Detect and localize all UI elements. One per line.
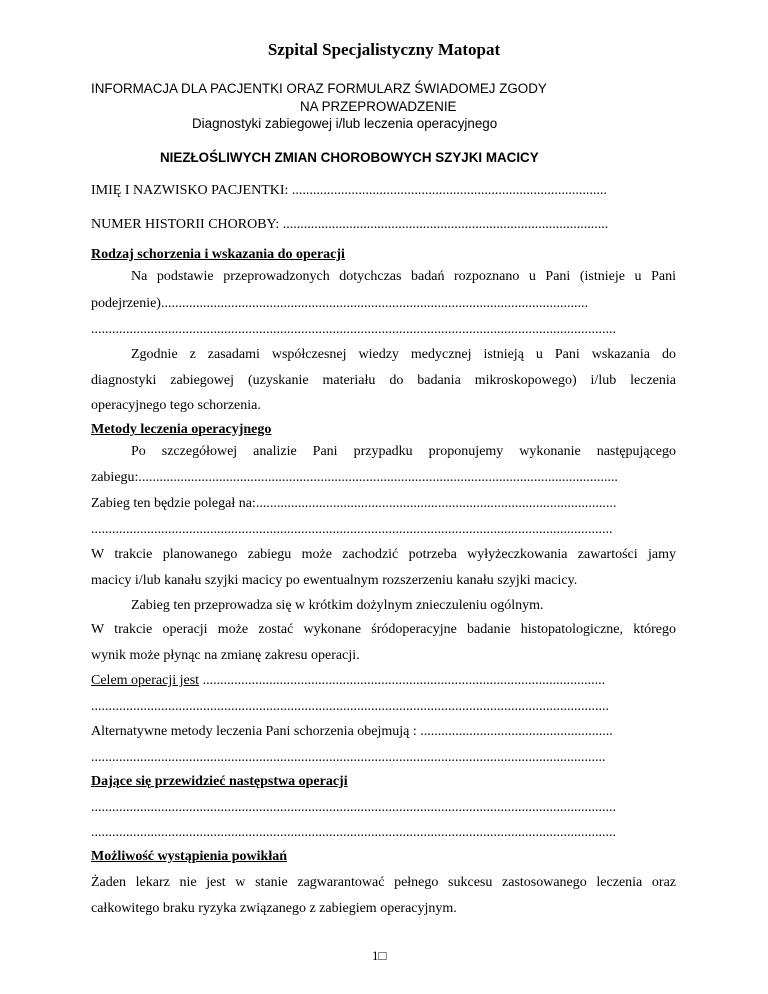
methods-paragraph-line: macicy i/lub kanału szyjki macicy po ewentualnym rozszerzeniu kanału szyjki macicy. xyxy=(91,573,578,588)
goal-fill-line[interactable]: .................................................................................................................................................... xyxy=(91,699,609,714)
section-heading-complications: Możliwość wystąpienia powikłań xyxy=(91,849,288,864)
indications-paragraph-line: diagnostyki zabiegowej (uzyskanie materiału do badania mikroskopowego) i/lub leczenia xyxy=(91,373,676,388)
consequences-fill-line[interactable]: ...................................................................................................................................................... xyxy=(91,825,616,840)
patient-name-field[interactable]: IMIĘ I NAZWISKO PACJENTKI: .......................................................................................... xyxy=(91,183,607,198)
methods-paragraph-line: Po szczegółowej analizie Pani przypadku proponujemy wykonanie następującego xyxy=(131,444,676,459)
history-number-field[interactable]: NUMER HISTORII CHOROBY: ............................................................................................. xyxy=(91,217,609,232)
section-heading-consequences: Dające się przewidzieć następstwa operacji xyxy=(91,774,348,789)
alternatives-fill-line[interactable]: ................................................................................................................................................... xyxy=(91,750,606,765)
consequences-fill-line[interactable]: ...................................................................................................................................................... xyxy=(91,800,616,815)
methods-paragraph-line: W trakcie planowanego zabiegu może zachodzić potrzeba wyłyżeczkowania zawartości jamy xyxy=(91,547,676,562)
subject-title: NIEZŁOŚLIWYCH ZMIAN CHOROBOWYCH SZYJKI MACICY xyxy=(160,150,539,165)
page-number xyxy=(372,948,386,964)
methods-paragraph-line: W trakcie operacji może zostać wykonane śródoperacyjne badanie histopatologiczne, którego xyxy=(91,622,676,637)
hospital-title: Szpital Specjalistyczny Matopat xyxy=(267,40,501,59)
complications-paragraph-line: całkowitego braku ryzyka związanego z zabiegiem operacyjnym. xyxy=(91,901,457,916)
page-number-glyph: □ xyxy=(378,948,387,963)
indications-paragraph-line: operacyjnego tego schorzenia. xyxy=(91,398,261,413)
section-heading-diagnosis: Rodzaj schorzenia i wskazania do operacji xyxy=(91,247,345,262)
diagnosis-fill-line[interactable]: podejrzenie).......................................................................................................................... xyxy=(91,296,588,311)
diagnosis-paragraph-line: Na podstawie przeprowadzonych dotychczas badań rozpoznano u Pani (istnieje u Pani xyxy=(131,269,676,284)
indications-paragraph-line: Zgodnie z zasadami współczesnej wiedzy medycznej istnieją u Pani wskazania do xyxy=(131,347,676,362)
procedure-description-fill-line[interactable]: ..................................................................................................................................................... xyxy=(91,522,613,537)
goal-fill-line[interactable] xyxy=(91,673,676,689)
form-header-line-2: NA PRZEPROWADZENIE xyxy=(300,99,457,114)
form-header-line-3: Diagnostyki zabiegowej i/lub leczenia operacyjnego xyxy=(192,116,498,131)
complications-paragraph-line: Żaden lekarz nie jest w stanie zagwarantować pełnego sukcesu zastosowanego leczenia oraz xyxy=(91,875,676,890)
methods-paragraph-line: wynik może płynąc na zmianę zakresu operacji. xyxy=(91,648,360,663)
form-header-line-1: INFORMACJA DLA PACJENTKI ORAZ FORMULARZ ŚWIADOMEJ ZGODY xyxy=(91,81,547,96)
procedure-fill-line[interactable]: zabiegu:......................................................................................................................................... xyxy=(91,470,618,485)
page-number-value: 1 xyxy=(372,948,379,963)
goal-label: Celem operacji jest xyxy=(91,673,200,688)
procedure-description-fill-line[interactable]: Zabieg ten będzie polegał na:....................................................................................................... xyxy=(91,496,617,511)
alternatives-fill-line[interactable]: Alternatywne metody leczenia Pani schorzenia obejmują : ....................................................... xyxy=(91,724,613,739)
goal-dots: ................................................................................................................... xyxy=(199,673,606,688)
anesthesia-line: Zabieg ten przeprowadza się w krótkim dożylnym znieczuleniu ogólnym. xyxy=(131,598,544,613)
section-heading-methods: Metody leczenia operacyjnego xyxy=(91,422,272,437)
diagnosis-fill-line[interactable]: ...................................................................................................................................................... xyxy=(91,322,616,337)
